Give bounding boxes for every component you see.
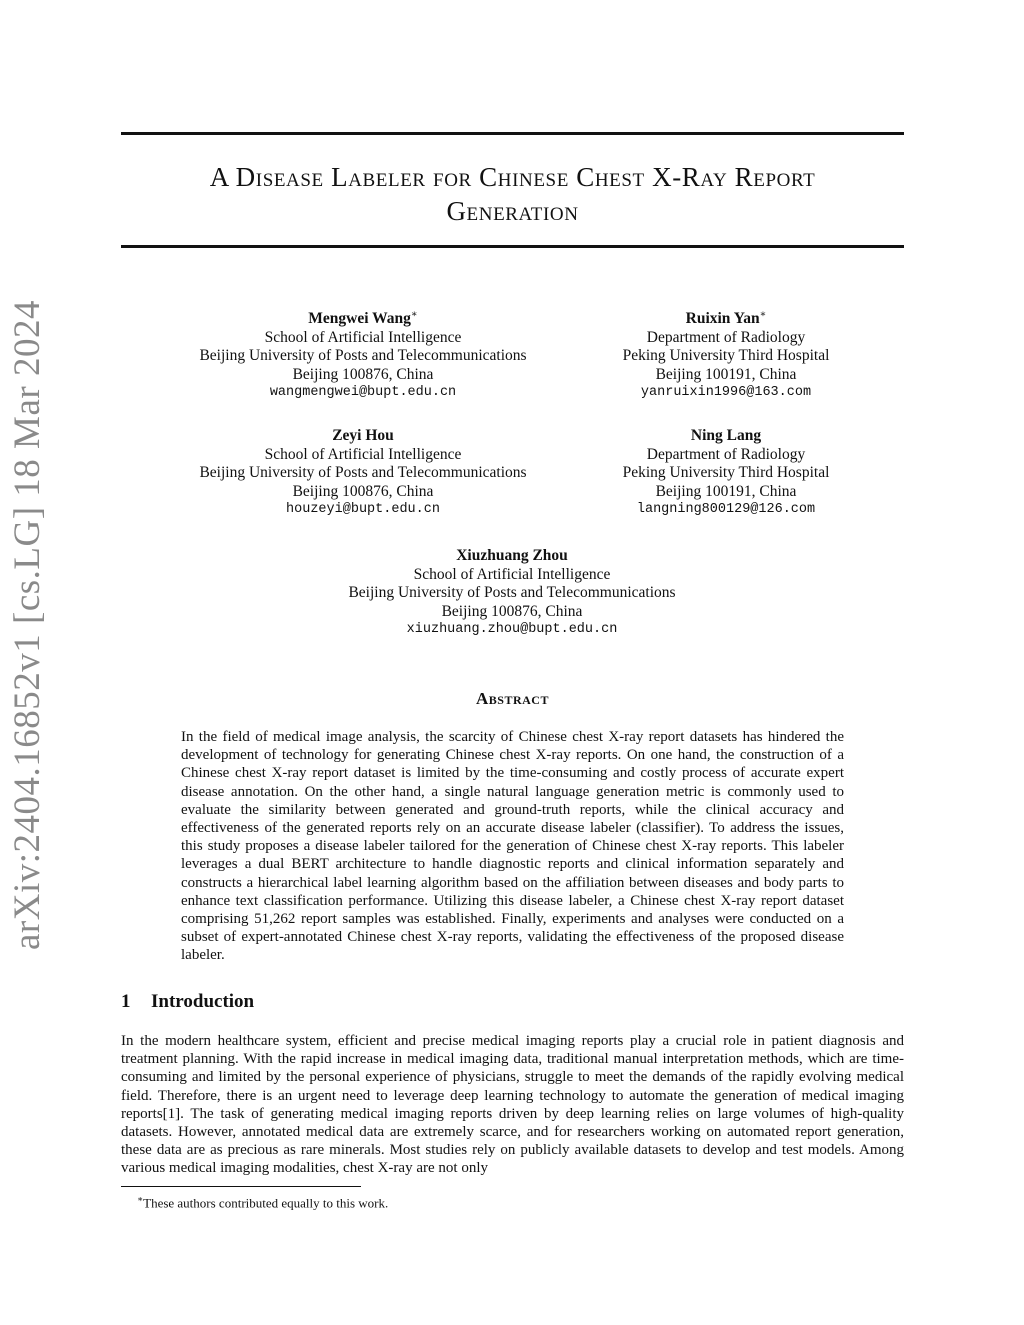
arxiv-identifier-stamp: arXiv:2404.16852v1 [cs.LG] 18 Mar 2024 [7, 300, 48, 950]
section-number: 1 [121, 991, 131, 1012]
author-block-zhou [312, 547, 712, 640]
title-bottom-rule [121, 245, 904, 248]
paper-title-line-1: A Disease Labeler for Chinese Chest X-Ray Report [209, 162, 816, 192]
author-department: School of Artificial Intelligence [264, 445, 462, 463]
author-city: Beijing 100191, China [655, 482, 797, 500]
abstract-body: In the field of medical image analysis, the scarcity of Chinese chest X-ray report datasets has hindered the development of technology for generating Chinese chest X-ray reports. On one hand, the construction of a Chinese chest X-ray report dataset is limited by the time-consuming and costly process of accurate expert disease annotation. On the other hand, a single natural language generation metric is commonly used to evaluate the similarity between generated and ground-truth reports, while the clinical accuracy and effectiveness of the generated reports rely on an accurate disease labeler (classifier). To address the issues, this study proposes a disease labeler tailored for the generation of Chinese chest X-ray reports. This labeler leverages a dual BERT architecture to handle diagnostic reports and clinical information separately and constructs a hierarchical label learning algorithm based on the affiliation between diseases and body parts to enhance text classification performance. Utilizing this disease labeler, a Chinese chest X-ray report dataset comprising 51,262 report samples was established. Finally, experiments and analyses were conducted on a subset of expert-annotated Chinese chest X-ray reports, validating the effectiveness of the proposed disease labeler. [181, 729, 844, 964]
author-institution: Peking University Third Hospital [622, 347, 830, 365]
author-city: Beijing 100876, China [292, 365, 434, 383]
author-name: Ruixin Yan [685, 310, 760, 328]
author-city: Beijing 100876, China [292, 482, 434, 500]
author-city: Beijing 100876, China [441, 602, 583, 620]
footnote [137, 1191, 388, 1211]
author-name: Ning Lang [690, 427, 762, 444]
author-block-hou [183, 427, 543, 520]
author-department: School of Artificial Intelligence [264, 328, 462, 346]
author-email[interactable]: langning800129@126.com [636, 502, 816, 517]
author-block-yan [596, 306, 856, 403]
author-email[interactable]: houzeyi@bupt.edu.cn [286, 502, 440, 517]
section-heading-introduction [121, 991, 254, 1013]
paper-title-line-2: Generation [446, 196, 579, 226]
author-city: Beijing 100191, China [655, 365, 797, 383]
introduction-body: In the modern healthcare system, efficient and precise medical imaging reports play a crucial role in patient diagnosis and treatment planning. With the rapid increase in medical imaging data, traditional manual interpretation methods, which are time-consuming and limited by the personal experience of physicians, struggle to meet the demands of the rapidly evolving medical field. Therefore, there is an urgent need to leverage deep learning technology to automate the generation of medical imaging reports[1]. The task of generating medical imaging reports driven by deep learning relies on large volumes of high-quality datasets. However, annotated medical data are extremely scarce, and for researchers working on automated report generation, these data are as precious as rare minerals. Most studies rely on publicly available datasets to develop and test models. Among various medical imaging modalities, chest X-ray are not only [121, 1033, 904, 1177]
author-name: Mengwei Wang [308, 310, 411, 328]
title-top-rule [121, 132, 904, 135]
equal-contribution-mark: ∗ [759, 309, 767, 320]
author-block-lang [596, 427, 856, 520]
author-department: Department of Radiology [646, 445, 806, 463]
footnote-text: These authors contributed equally to this work. [143, 1195, 389, 1211]
author-institution: Beijing University of Posts and Telecommunications [199, 464, 527, 481]
author-name: Zeyi Hou [332, 427, 394, 444]
author-email[interactable]: xiuzhuang.zhou@bupt.edu.cn [406, 622, 618, 637]
author-institution: Peking University Third Hospital [622, 464, 830, 481]
author-name: Xiuzhuang Zhou [456, 547, 568, 564]
section-title: Introduction [151, 991, 255, 1012]
footnote-mark: ∗ [137, 1194, 144, 1204]
author-email[interactable]: yanruixin1996@163.com [640, 385, 812, 401]
author-institution: Beijing University of Posts and Telecommunications [199, 347, 527, 365]
author-department: School of Artificial Intelligence [413, 565, 611, 583]
author-institution: Beijing University of Posts and Telecommunications [348, 584, 676, 601]
paper-title [121, 160, 904, 228]
footnote-rule [121, 1186, 361, 1187]
author-department: Department of Radiology [646, 328, 806, 346]
abstract-heading: Abstract [476, 689, 549, 708]
author-email[interactable]: wangmengwei@bupt.edu.cn [269, 385, 457, 401]
author-block-wang [183, 306, 543, 403]
equal-contribution-mark: ∗ [410, 309, 418, 320]
